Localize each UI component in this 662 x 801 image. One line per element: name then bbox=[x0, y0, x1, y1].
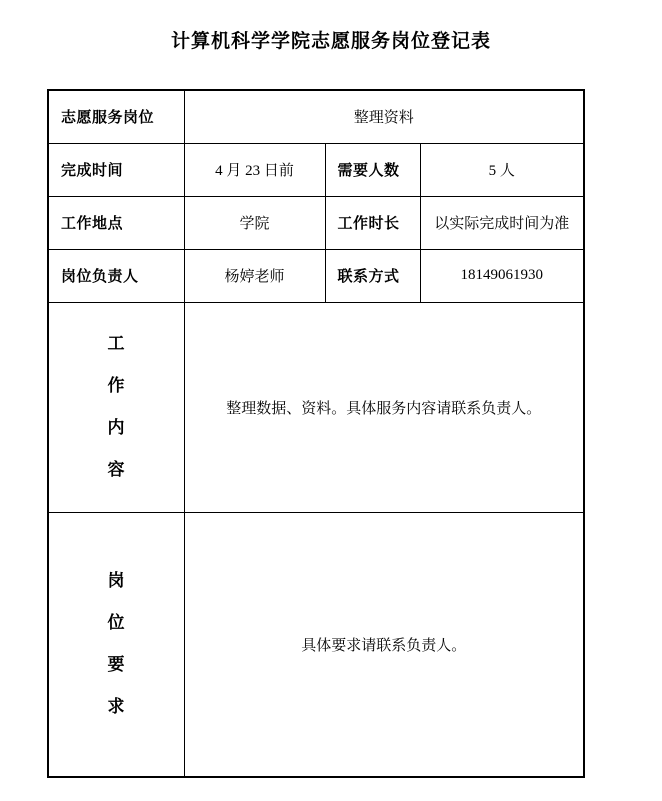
value-work-duration: 以实际完成时间为准 bbox=[420, 196, 584, 249]
position-requirements-char: 位 bbox=[107, 613, 125, 633]
value-position-requirements: 具体要求请联系负责人。 bbox=[184, 512, 584, 777]
label-position-manager: 岗位负责人 bbox=[48, 249, 184, 302]
table-row bbox=[48, 249, 584, 302]
work-content-char: 内 bbox=[107, 418, 125, 437]
value-people-needed: 5 人 bbox=[420, 143, 584, 196]
label-completion-time: 完成时间 bbox=[48, 143, 184, 196]
work-content-char: 容 bbox=[107, 460, 125, 479]
table-row bbox=[48, 90, 584, 143]
label-work-duration: 工作时长 bbox=[325, 196, 420, 249]
value-work-location: 学院 bbox=[184, 196, 325, 249]
table-row bbox=[48, 512, 584, 777]
label-volunteer-position: 志愿服务岗位 bbox=[48, 90, 184, 143]
value-volunteer-position: 整理资料 bbox=[184, 90, 584, 143]
position-requirements-char: 求 bbox=[107, 697, 125, 717]
label-position-requirements bbox=[48, 512, 184, 777]
table-row bbox=[48, 302, 584, 512]
value-completion-time: 4 月 23 日前 bbox=[184, 143, 325, 196]
value-position-manager: 杨婷老师 bbox=[184, 249, 325, 302]
position-requirements-char: 岗 bbox=[107, 571, 125, 591]
volunteer-registration-table bbox=[47, 89, 585, 778]
value-work-content: 整理数据、资料。具体服务内容请联系负责人。 bbox=[184, 302, 584, 512]
label-work-content bbox=[48, 302, 184, 512]
document-title: 计算机科学学院志愿服务岗位登记表 bbox=[170, 31, 491, 52]
table-row bbox=[48, 196, 584, 249]
work-content-label-stack bbox=[108, 323, 126, 491]
label-work-location: 工作地点 bbox=[48, 196, 184, 249]
table-row bbox=[48, 143, 584, 196]
label-contact-info: 联系方式 bbox=[325, 249, 420, 302]
position-requirements-label-stack bbox=[108, 560, 126, 728]
work-content-char: 工 bbox=[107, 334, 125, 353]
value-contact-info: 18149061930 bbox=[420, 249, 584, 302]
position-requirements-char: 要 bbox=[107, 655, 125, 675]
work-content-char: 作 bbox=[107, 376, 125, 395]
label-people-needed: 需要人数 bbox=[325, 143, 420, 196]
